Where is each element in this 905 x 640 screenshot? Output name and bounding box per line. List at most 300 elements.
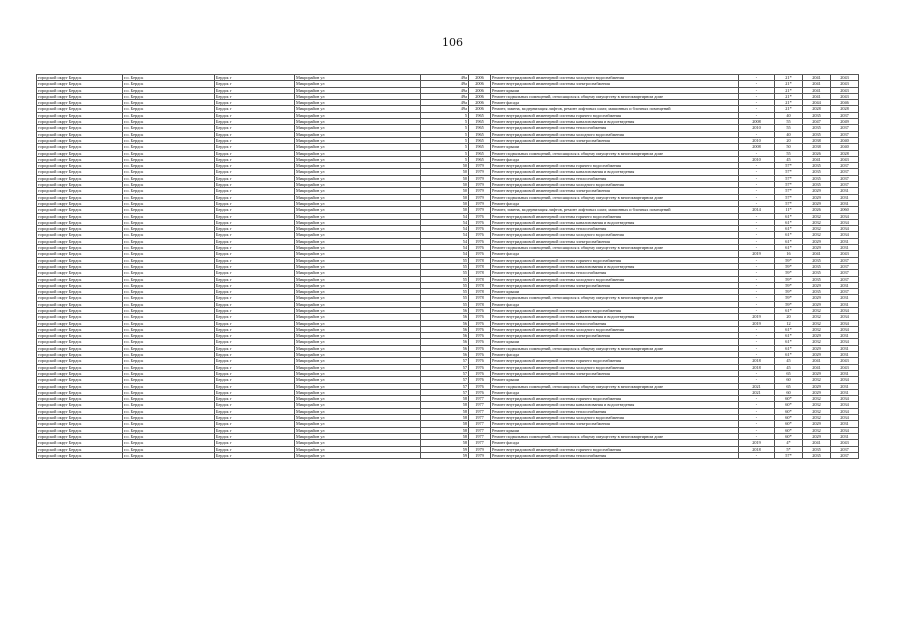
- table-cell: Ремонт внутридомовой инженерной системы холодного водоснабжения: [491, 326, 739, 332]
- table-cell: -: [739, 232, 775, 238]
- table-cell: городской округ Бердск: [37, 93, 123, 99]
- table-cell: 21*: [775, 100, 803, 106]
- table-cell: Ремонт подвальных помещений, относящихся к общему имуществу в многоквартирном доме: [491, 295, 739, 301]
- table-cell: Бердск г: [215, 320, 295, 326]
- table-cell: Микрорайон ул: [295, 377, 421, 383]
- table-cell: г.о. Бердск: [123, 396, 215, 402]
- table-cell: 2034: [831, 427, 859, 433]
- table-cell: 57*: [775, 200, 803, 206]
- table-cell: 60*: [775, 415, 803, 421]
- table-cell: г.о. Бердск: [123, 213, 215, 219]
- table-cell: 1979: [469, 200, 491, 206]
- table-cell: г.о. Бердск: [123, 100, 215, 106]
- table-cell: 57: [421, 383, 469, 389]
- table-cell: 2029: [803, 383, 831, 389]
- table-cell: Микрорайон ул: [295, 75, 421, 81]
- table-cell: 49а: [421, 75, 469, 81]
- table-cell: г.о. Бердск: [123, 81, 215, 87]
- table-cell: 1976: [469, 370, 491, 376]
- table-cell: Бердск г: [215, 156, 295, 162]
- table-cell: Ремонт подвальных помещений, относящихся к общему имуществу в многоквартирном доме: [491, 345, 739, 351]
- table-cell: г.о. Бердск: [123, 257, 215, 263]
- table-cell: -: [739, 219, 775, 225]
- table-cell: 2008: [739, 119, 775, 125]
- table-cell: Ремонт внутридомовой инженерной системы канализования и водоотведения: [491, 169, 739, 175]
- table-cell: 61*: [775, 326, 803, 332]
- table-cell: 2032: [803, 226, 831, 232]
- table-cell: 2029: [803, 238, 831, 244]
- table-cell: 40: [775, 131, 803, 137]
- table-cell: 2019: [739, 440, 775, 446]
- table-cell: Микрорайон ул: [295, 81, 421, 87]
- table-cell: 2032: [803, 339, 831, 345]
- table-cell: -: [739, 245, 775, 251]
- table-cell: Бердск г: [215, 93, 295, 99]
- table-cell: 2031: [831, 352, 859, 358]
- table-cell: 2043: [831, 81, 859, 87]
- table-cell: Ремонт внутридомовой инженерной системы канализования и водоотведения: [491, 402, 739, 408]
- table-cell: 2037: [831, 270, 859, 276]
- table-cell: городской округ Бердск: [37, 131, 123, 137]
- table-cell: 2032: [803, 415, 831, 421]
- table-cell: 2037: [831, 276, 859, 282]
- table-cell: 2041: [803, 251, 831, 257]
- table-cell: Бердск г: [215, 352, 295, 358]
- table-cell: городской округ Бердск: [37, 207, 123, 213]
- table-cell: 57*: [775, 169, 803, 175]
- table-cell: г.о. Бердск: [123, 358, 215, 364]
- table-cell: 12: [775, 320, 803, 326]
- table-cell: Бердск г: [215, 314, 295, 320]
- table-cell: Бердск г: [215, 295, 295, 301]
- table-cell: 2019: [739, 251, 775, 257]
- table-cell: 1977: [469, 427, 491, 433]
- table-cell: г.о. Бердск: [123, 295, 215, 301]
- table-cell: 2032: [803, 320, 831, 326]
- table-cell: г.о. Бердск: [123, 421, 215, 427]
- table-cell: 1976: [469, 232, 491, 238]
- table-cell: городской округ Бердск: [37, 251, 123, 257]
- capital-repair-table: [36, 74, 859, 459]
- table-cell: 2032: [803, 232, 831, 238]
- table-cell: 2031: [831, 389, 859, 395]
- table-cell: 5: [421, 156, 469, 162]
- table-cell: 2021: [739, 383, 775, 389]
- table-cell: 59: [421, 446, 469, 452]
- table-cell: 2035: [803, 263, 831, 269]
- table-cell: -: [739, 452, 775, 458]
- table-cell: г.о. Бердск: [123, 377, 215, 383]
- table-cell: 2034: [831, 402, 859, 408]
- table-cell: Микрорайон ул: [295, 339, 421, 345]
- table-cell: Ремонт внутридомовой инженерной системы электроснабжения: [491, 81, 739, 87]
- table-cell: 58: [421, 421, 469, 427]
- table-cell: 56: [421, 326, 469, 332]
- table-cell: Микрорайон ул: [295, 433, 421, 439]
- table-cell: 1977: [469, 408, 491, 414]
- table-cell: городской округ Бердск: [37, 314, 123, 320]
- table-cell: г.о. Бердск: [123, 175, 215, 181]
- table-cell: г.о. Бердск: [123, 144, 215, 150]
- table-cell: Ремонт внутридомовой инженерной системы электроснабжения: [491, 333, 739, 339]
- table-cell: 2034: [831, 307, 859, 313]
- table-cell: 2037: [831, 452, 859, 458]
- table-cell: г.о. Бердск: [123, 307, 215, 313]
- table-cell: 2018: [739, 364, 775, 370]
- table-cell: Микрорайон ул: [295, 383, 421, 389]
- table-cell: 1976: [469, 333, 491, 339]
- table-cell: Ремонт внутридомовой инженерной системы электроснабжения: [491, 282, 739, 288]
- table-cell: 2010: [739, 156, 775, 162]
- table-cell: Ремонт внутридомовой инженерной системы теплоснабжения: [491, 175, 739, 181]
- table-cell: городской округ Бердск: [37, 106, 123, 112]
- table-cell: 55: [421, 270, 469, 276]
- table-cell: 2047: [803, 119, 831, 125]
- table-cell: 21*: [775, 106, 803, 112]
- table-cell: Микрорайон ул: [295, 446, 421, 452]
- table-cell: -: [739, 194, 775, 200]
- table-cell: 2041: [803, 440, 831, 446]
- table-cell: г.о. Бердск: [123, 156, 215, 162]
- table-cell: 2008: [739, 144, 775, 150]
- table-cell: -: [739, 295, 775, 301]
- table-cell: 1976: [469, 383, 491, 389]
- table-cell: 2035: [803, 270, 831, 276]
- table-cell: Микрорайон ул: [295, 295, 421, 301]
- table-cell: 49а: [421, 81, 469, 87]
- table-cell: Микрорайон ул: [295, 333, 421, 339]
- table-cell: 2032: [803, 377, 831, 383]
- table-cell: 56: [421, 333, 469, 339]
- table-cell: 2035: [803, 125, 831, 131]
- table-cell: Микрорайон ул: [295, 408, 421, 414]
- table-cell: 54: [421, 213, 469, 219]
- table-cell: Микрорайон ул: [295, 144, 421, 150]
- table-cell: 59*: [775, 295, 803, 301]
- table-cell: 2031: [831, 370, 859, 376]
- table-cell: 1965: [469, 150, 491, 156]
- table-cell: городской округ Бердск: [37, 81, 123, 87]
- table-cell: 2018: [739, 358, 775, 364]
- table-cell: г.о. Бердск: [123, 301, 215, 307]
- table-cell: 2041: [803, 75, 831, 81]
- table-cell: 2006: [469, 81, 491, 87]
- table-cell: -: [739, 370, 775, 376]
- table-cell: городской округ Бердск: [37, 427, 123, 433]
- table-cell: Микрорайон ул: [295, 150, 421, 156]
- table-cell: 61*: [775, 232, 803, 238]
- table-cell: городской округ Бердск: [37, 320, 123, 326]
- table-cell: 2031: [831, 200, 859, 206]
- table-cell: Микрорайон ул: [295, 326, 421, 332]
- table-cell: Ремонт внутридомовой инженерной системы горячего водоснабжения: [491, 163, 739, 169]
- table-cell: -: [739, 339, 775, 345]
- table-cell: Бердск г: [215, 263, 295, 269]
- table-cell: Микрорайон ул: [295, 182, 421, 188]
- table-cell: 59*: [775, 263, 803, 269]
- table-cell: 2035: [803, 182, 831, 188]
- table-cell: Бердск г: [215, 75, 295, 81]
- table-cell: -: [739, 282, 775, 288]
- table-cell: 2035: [803, 446, 831, 452]
- table-cell: 2028: [803, 106, 831, 112]
- table-cell: 2037: [831, 263, 859, 269]
- table-cell: Бердск г: [215, 257, 295, 263]
- table-cell: Бердск г: [215, 200, 295, 206]
- table-cell: 1976: [469, 314, 491, 320]
- table-cell: Бердск г: [215, 169, 295, 175]
- table-cell: 57: [421, 370, 469, 376]
- table-cell: Микрорайон ул: [295, 415, 421, 421]
- table-cell: г.о. Бердск: [123, 452, 215, 458]
- table-cell: 55: [775, 119, 803, 125]
- table-cell: г.о. Бердск: [123, 238, 215, 244]
- table-cell: -: [739, 326, 775, 332]
- table-cell: 2049: [831, 119, 859, 125]
- table-cell: г.о. Бердск: [123, 408, 215, 414]
- table-cell: -: [739, 169, 775, 175]
- table-cell: Ремонт внутридомовой инженерной системы горячего водоснабжения: [491, 446, 739, 452]
- table-cell: 1965: [469, 137, 491, 143]
- table-cell: 49а: [421, 93, 469, 99]
- table-cell: Ремонт внутридомовой инженерной системы теплоснабжения: [491, 320, 739, 326]
- table-cell: 60*: [775, 421, 803, 427]
- table-cell: 2037: [831, 112, 859, 118]
- table-cell: 2034: [831, 314, 859, 320]
- table-cell: г.о. Бердск: [123, 282, 215, 288]
- table-cell: 2031: [831, 188, 859, 194]
- table-cell: 1977: [469, 415, 491, 421]
- table-cell: 49а: [421, 87, 469, 93]
- table-cell: 11*: [775, 207, 803, 213]
- table-cell: 1976: [469, 307, 491, 313]
- table-cell: 2041: [803, 156, 831, 162]
- table-cell: 55: [421, 276, 469, 282]
- table-cell: 2037: [831, 289, 859, 295]
- table-cell: 5: [421, 125, 469, 131]
- table-cell: 2029: [803, 389, 831, 395]
- table-cell: Микрорайон ул: [295, 137, 421, 143]
- table-cell: 2037: [831, 257, 859, 263]
- table-cell: 50: [421, 194, 469, 200]
- table-cell: 2014: [739, 207, 775, 213]
- table-cell: Бердск г: [215, 119, 295, 125]
- table-cell: городской округ Бердск: [37, 377, 123, 383]
- table-cell: Микрорайон ул: [295, 87, 421, 93]
- table-cell: 2040: [831, 137, 859, 143]
- table-cell: 54: [421, 232, 469, 238]
- table-cell: Бердск г: [215, 137, 295, 143]
- table-cell: -: [739, 289, 775, 295]
- table-cell: Бердск г: [215, 238, 295, 244]
- table-cell: г.о. Бердск: [123, 93, 215, 99]
- table-cell: 1979: [469, 175, 491, 181]
- table-cell: городской округ Бердск: [37, 440, 123, 446]
- table-cell: -: [739, 301, 775, 307]
- table-cell: г.о. Бердск: [123, 339, 215, 345]
- table-cell: г.о. Бердск: [123, 270, 215, 276]
- table-cell: 57*: [775, 175, 803, 181]
- table-cell: Микрорайон ул: [295, 175, 421, 181]
- table-cell: 21*: [775, 87, 803, 93]
- table-cell: 2026: [803, 207, 831, 213]
- table-cell: -: [739, 182, 775, 188]
- table-cell: Ремонт внутридомовой инженерной системы теплоснабжения: [491, 226, 739, 232]
- table-cell: 2032: [803, 213, 831, 219]
- table-cell: 65: [775, 370, 803, 376]
- table-cell: 1976: [469, 358, 491, 364]
- table-cell: городской округ Бердск: [37, 396, 123, 402]
- table-cell: Ремонт внутридомовой инженерной системы теплоснабжения: [491, 408, 739, 414]
- table-cell: городской округ Бердск: [37, 257, 123, 263]
- table-cell: 1978: [469, 263, 491, 269]
- table-cell: 2035: [803, 276, 831, 282]
- table-cell: -: [739, 226, 775, 232]
- table-cell: 59*: [775, 276, 803, 282]
- table-cell: Ремонт внутридомовой инженерной системы холодного водоснабжения: [491, 415, 739, 421]
- table-cell: Ремонт, замена, модернизация лифтов, ремонт лифтовых шахт, машинных и блочных помещений: [491, 106, 739, 112]
- table-cell: -: [739, 93, 775, 99]
- table-cell: городской округ Бердск: [37, 370, 123, 376]
- table-cell: Ремонт внутридомовой инженерной системы электроснабжения: [491, 238, 739, 244]
- table-cell: г.о. Бердск: [123, 137, 215, 143]
- table-cell: Ремонт внутридомовой инженерной системы теплоснабжения: [491, 270, 739, 276]
- table-cell: 55: [421, 295, 469, 301]
- table-cell: Микрорайон ул: [295, 427, 421, 433]
- table-cell: -: [739, 270, 775, 276]
- table-cell: г.о. Бердск: [123, 427, 215, 433]
- table-cell: 1965: [469, 119, 491, 125]
- table-cell: 2021: [739, 389, 775, 395]
- table-cell: 2032: [803, 427, 831, 433]
- table-cell: 2031: [831, 433, 859, 439]
- table-cell: 16: [775, 251, 803, 257]
- table-cell: г.о. Бердск: [123, 219, 215, 225]
- table-cell: Ремонт, замена, модернизация лифтов, ремонт лифтовых шахт, машинных и блочных помещений: [491, 207, 739, 213]
- table-cell: -: [739, 238, 775, 244]
- table-cell: 2026: [803, 150, 831, 156]
- table-cell: Ремонт внутридомовой инженерной системы электроснабжения: [491, 370, 739, 376]
- table-cell: 1976: [469, 245, 491, 251]
- table-cell: 50: [421, 188, 469, 194]
- table-cell: 2041: [803, 358, 831, 364]
- table-cell: 2043: [831, 87, 859, 93]
- table-cell: Бердск г: [215, 415, 295, 421]
- table-cell: 1976: [469, 326, 491, 332]
- table-cell: 2031: [831, 383, 859, 389]
- table-cell: 58: [421, 402, 469, 408]
- table-cell: 2032: [803, 396, 831, 402]
- table-cell: 56: [421, 314, 469, 320]
- table-cell: 4*: [775, 440, 803, 446]
- table-cell: Бердск г: [215, 389, 295, 395]
- table-cell: 1976: [469, 251, 491, 257]
- table-cell: Ремонт внутридомовой инженерной системы канализования и водоотведения: [491, 314, 739, 320]
- table-cell: Ремонт внутридомовой инженерной системы холодного водоснабжения: [491, 232, 739, 238]
- table-cell: 61*: [775, 339, 803, 345]
- table-cell: Микрорайон ул: [295, 119, 421, 125]
- table-cell: Ремонт подвальных помещений, относящихся к общему имуществу в многоквартирном доме: [491, 194, 739, 200]
- table-cell: -: [739, 333, 775, 339]
- table-cell: -: [739, 188, 775, 194]
- table-cell: г.о. Бердск: [123, 106, 215, 112]
- table-cell: Микрорайон ул: [295, 320, 421, 326]
- table-cell: городской округ Бердск: [37, 358, 123, 364]
- table-cell: г.о. Бердск: [123, 383, 215, 389]
- table-cell: г.о. Бердск: [123, 446, 215, 452]
- table-cell: 1979: [469, 207, 491, 213]
- table-cell: Бердск г: [215, 370, 295, 376]
- table-cell: 2018: [739, 446, 775, 452]
- table-cell: 50: [421, 169, 469, 175]
- table-cell: Ремонт внутридомовой инженерной системы горячего водоснабжения: [491, 257, 739, 263]
- page-number: 106: [442, 36, 463, 49]
- table-cell: 2043: [831, 440, 859, 446]
- table-cell: 59*: [775, 301, 803, 307]
- table-cell: г.о. Бердск: [123, 370, 215, 376]
- table-cell: 54: [421, 245, 469, 251]
- table-cell: 61*: [775, 245, 803, 251]
- table-cell: 2034: [831, 396, 859, 402]
- table-cell: 61*: [775, 352, 803, 358]
- table-cell: Ремонт внутридомовой инженерной системы электроснабжения: [491, 421, 739, 427]
- table-cell: 2006: [469, 75, 491, 81]
- table-cell: 57*: [775, 188, 803, 194]
- table-cell: 54: [421, 251, 469, 257]
- table-cell: Микрорайон ул: [295, 440, 421, 446]
- table-cell: 2031: [831, 295, 859, 301]
- table-cell: 2040: [831, 144, 859, 150]
- table-cell: городской округ Бердск: [37, 333, 123, 339]
- table-cell: 2034: [831, 320, 859, 326]
- table-cell: 2037: [831, 169, 859, 175]
- table-cell: 40: [775, 112, 803, 118]
- table-cell: Бердск г: [215, 433, 295, 439]
- table-cell: 60*: [775, 433, 803, 439]
- table-cell: -: [739, 352, 775, 358]
- table-cell: 2031: [831, 282, 859, 288]
- table-cell: городской округ Бердск: [37, 289, 123, 295]
- table-cell: -: [739, 81, 775, 87]
- table-cell: г.о. Бердск: [123, 440, 215, 446]
- table-cell: 2029: [803, 200, 831, 206]
- table-cell: 2029: [803, 282, 831, 288]
- table-cell: 5*: [775, 446, 803, 452]
- table-cell: 2031: [831, 301, 859, 307]
- table-cell: городской округ Бердск: [37, 112, 123, 118]
- table-cell: 2006: [469, 100, 491, 106]
- table-cell: 1965: [469, 131, 491, 137]
- table-cell: Микрорайон ул: [295, 200, 421, 206]
- table-cell: 1976: [469, 219, 491, 225]
- table-cell: городской округ Бердск: [37, 219, 123, 225]
- table-cell: 1979: [469, 452, 491, 458]
- table-cell: 59*: [775, 289, 803, 295]
- table-cell: 58: [421, 408, 469, 414]
- table-cell: городской округ Бердск: [37, 238, 123, 244]
- table-cell: 50: [421, 175, 469, 181]
- table-cell: -: [739, 263, 775, 269]
- table-cell: -: [739, 377, 775, 383]
- table-cell: 2032: [803, 307, 831, 313]
- table-cell: 2034: [831, 226, 859, 232]
- table-cell: Бердск г: [215, 339, 295, 345]
- table-cell: г.о. Бердск: [123, 245, 215, 251]
- table-cell: 1978: [469, 289, 491, 295]
- table-cell: 20: [775, 137, 803, 143]
- table-cell: Бердск г: [215, 345, 295, 351]
- table-cell: городской округ Бердск: [37, 175, 123, 181]
